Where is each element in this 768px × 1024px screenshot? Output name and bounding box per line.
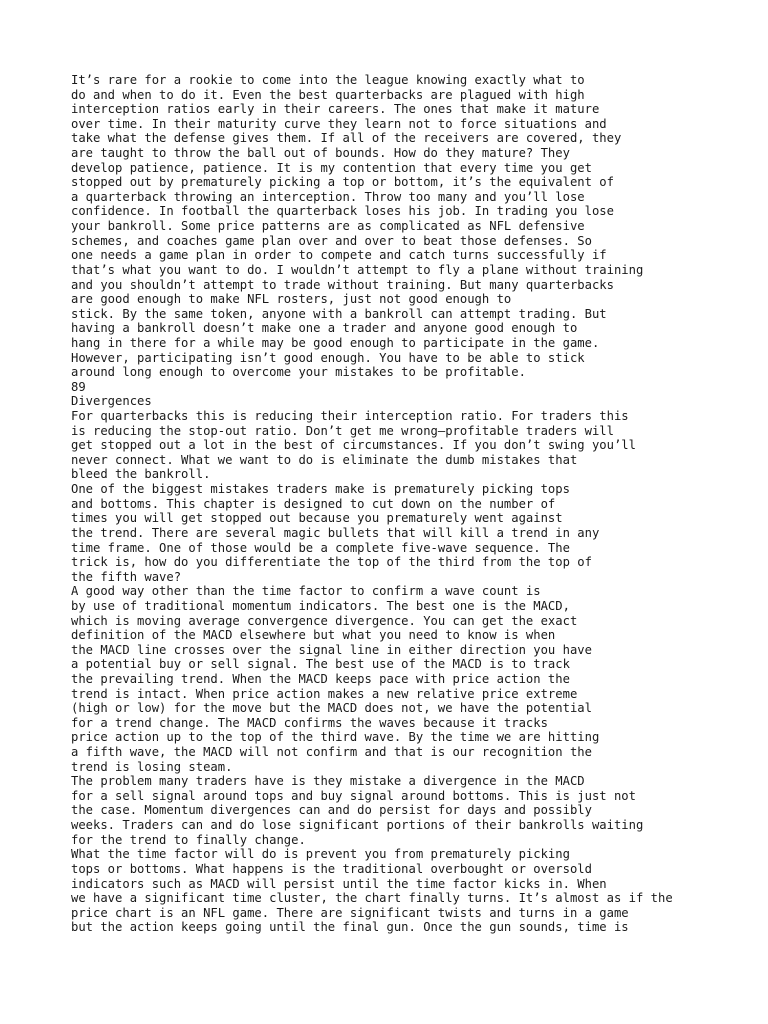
text-line: It’s rare for a rookie to come into the league knowing exactly what to [71,73,585,87]
text-line: by use of traditional momentum indicators. The best one is the MACD, [71,598,570,613]
text-line: The problem many traders have is they mistake a divergence in the MACD [71,774,585,789]
text-line: for a sell signal around tops and buy signal around bottoms. This is just not [71,788,636,803]
text-line: a potential buy or sell signal. The best use of the MACD is to track [71,657,570,672]
text-line: a quarterback throwing an interception. Throw too many and you’ll lose [71,189,585,204]
text-line: indicators such as MACD will persist until the time factor kicks in. When [71,876,607,891]
text-line: never connect. What we want to do is eliminate the dumb mistakes that [71,452,578,467]
text-line: One of the biggest mistakes traders make is prematurely picking tops [71,482,570,497]
text-line: times you will get stopped out because you prematurely went against [71,511,563,526]
text-line: confidence. In football the quarterback loses his job. In trading you lose [71,204,614,219]
text-line: that’s what you want to do. I wouldn’t attempt to fly a plane without training [71,262,644,277]
text-line: over time. In their maturity curve they learn not to force situations and [71,116,607,131]
text-line: hang in there for a while may be good enough to participate in the game. [71,335,600,350]
text-line: stick. By the same token, anyone with a bankroll can attempt trading. But [71,306,607,321]
text-line: are taught to throw the ball out of bounds. How do they mature? They [71,146,570,161]
text-line: one needs a game plan in order to compete and catch turns successfully if [71,248,607,263]
text-line: weeks. Traders can and do lose significant portions of their bankrolls waiting [71,818,644,833]
text-line: price action up to the top of the third wave. By the time we are hitting [71,730,600,745]
text-line: trend is intact. When price action makes a new relative price extreme [71,686,578,701]
text-line: for a trend change. The MACD confirms the waves because it tracks [71,715,548,730]
text-line: the prevailing trend. When the MACD keeps pace with price action the [71,671,570,686]
text-line: around long enough to overcome your mistakes to be profitable. [71,365,526,380]
text-line: the case. Momentum divergences can and do persist for days and possibly [71,803,592,818]
text-line: time frame. One of those would be a complete five-wave sequence. The [71,540,570,555]
text-line: but the action keeps going until the final gun. Once the gun sounds, time is [71,920,629,935]
text-line: bleed the bankroll. [71,467,211,482]
text-line: interception ratios early in their careers. The ones that make it mature [71,102,600,117]
text-line: (high or low) for the move but the MACD does not, we have the potential [71,701,592,716]
text-line: your bankroll. Some price patterns are as complicated as NFL defensive [71,219,585,234]
text-line: tops or bottoms. What happens is the traditional overbought or oversold [71,861,592,876]
text-line: having a bankroll doesn’t make one a trader and anyone good enough to [71,321,578,336]
text-line: trick is, how do you differentiate the top of the third from the top of [71,555,592,570]
text-line: For quarterbacks this is reducing their interception ratio. For traders this [71,409,629,424]
text-line: get stopped out a lot in the best of circumstances. If you don’t swing you’ll [71,438,636,453]
text-line: take what the defense gives them. If all of the receivers are covered, they [71,131,622,146]
text-line: for the trend to finally change. [71,832,306,847]
text-line: What the time factor will do is prevent you from prematurely picking [71,847,570,862]
text-line: stopped out by prematurely picking a top or bottom, it’s the equivalent of [71,175,614,190]
text-line: do and when to do it. Even the best quarterbacks are plagued with high [71,87,585,102]
text-line: the trend. There are several magic bullets that will kill a trend in any [71,525,600,540]
text-line: trend is losing steam. [71,759,233,774]
text-line: definition of the MACD elsewhere but what you need to know is when [71,628,556,643]
body-text [71,73,761,935]
text-line: which is moving average convergence divergence. You can get the exact [71,613,578,628]
text-line: are good enough to make NFL rosters, just not good enough to [71,292,512,307]
text-line: schemes, and coaches game plan over and over to beat those defenses. So [71,233,592,248]
text-line: price chart is an NFL game. There are significant twists and turns in a game [71,905,629,920]
text-line: However, participating isn’t good enough. You have to be able to stick [71,350,585,365]
text-line: develop patience, patience. It is my contention that every time you get [71,160,592,175]
text-line: A good way other than the time factor to confirm a wave count is [71,584,541,599]
text-line: and you shouldn’t attempt to trade without training. But many quarterbacks [71,277,614,292]
text-line: is reducing the stop-out ratio. Don’t get me wrong—profitable traders will [71,423,614,438]
section-heading: Divergences [71,394,152,409]
text-line: and bottoms. This chapter is designed to cut down on the number of [71,496,556,511]
text-line: a fifth wave, the MACD will not confirm and that is our recognition the [71,745,592,760]
text-line: the MACD line crosses over the signal line in either direction you have [71,642,592,657]
text-line: the fifth wave? [71,569,182,584]
page-number: 89 [71,379,86,394]
text-line: we have a significant time cluster, the chart finally turns. It’s almost as if the [71,891,673,906]
